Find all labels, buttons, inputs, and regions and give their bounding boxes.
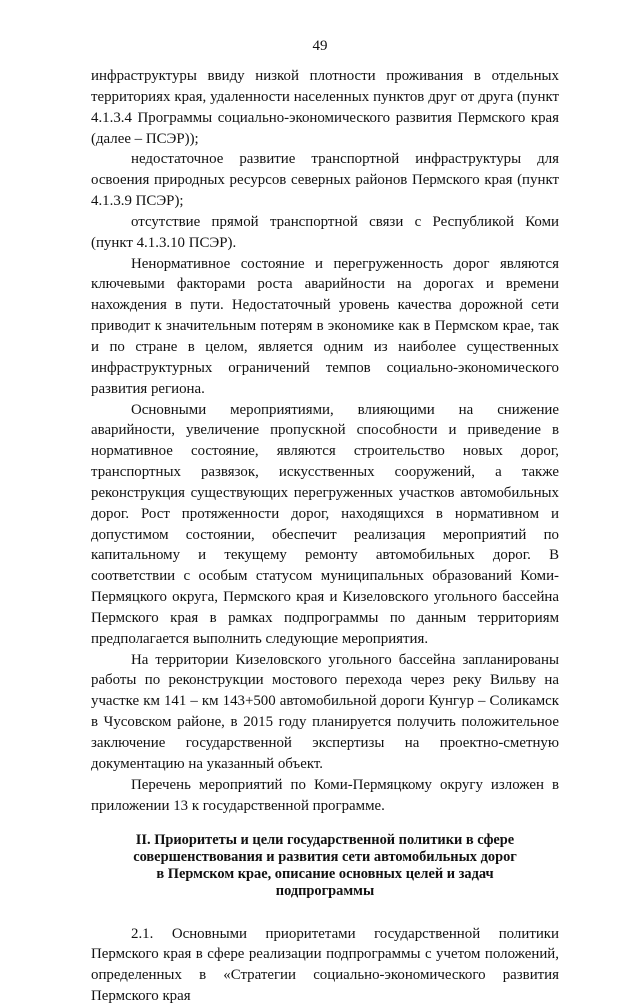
paragraph-resources: недостаточное развитие транспортной инфраструктуры для освоения природных ресурсов северных районов Пермского края (пункт 4.1.3.9 ПСЭР); [91,151,559,210]
paragraph-road-condition: Ненормативное состояние и перегруженность дорог являются ключевыми факторами роста аварийности на дорогах и времени нахождения в пути. Недостаточный уровень качества дорожной сети приводит к значительным потерям в экономике как в Пермском крае, так и по стране в целом, является одним из наиболее существенных инфраструктурных ограничений темпов социально-экономического развития региона. [91,255,559,397]
paragraph-priorities: 2.1. Основными приоритетами государственной политики Пермского края в сфере реализации подпрограммы с учетом положений, определенных в «Стратегии социально-экономического развития Пермского края [91,925,559,1005]
section-heading-line: совершенствования и развития сети автомобильных дорог [133,849,517,866]
paragraph-continuation: инфраструктуры ввиду низкой плотности проживания в отдельных территориях края, удаленности населенных пунктов друг от друга (пункт 4.1.3.4 Программы социально-экономического развития Пермского края (далее – ПСЭР)); [91,68,559,147]
page-number: 49 [312,38,328,54]
page-content [91,66,559,1007]
paragraph-main-measures: Основными мероприятиями, влияющими на снижение аварийности, увеличение пропускной способности и приведение в нормативное состояние, являются строительство новых дорог, транспортных развязок, искусственных сооружений, а также реконструкция существующих перегруженных участков автомобильных дорог. Рост протяженности дорог, находящихся в нормативном и допустимом состоянии, обеспечит реализация мероприятий по капитальному и текущему ремонту автомобильных дорог. В соответствии с особым статусом муниципальных образований Коми-Пермяцкого округа, Пермского края и Кизеловского угольного бассейна Пермского края в рамках подпрограммы по данным территориям предполагается выполнить следующие мероприятия. [91,401,559,647]
paragraph-komi-link: отсутствие прямой транспортной связи с Республикой Коми (пункт 4.1.3.10 ПСЭР). [91,213,559,251]
section-heading-line: II. Приоритеты и цели государственной политики в сфере [135,832,515,849]
section-heading [91,832,559,899]
paragraph-list-reference: Перечень мероприятий по Коми-Пермяцкому округу изложен в приложении 13 к государственной программе. [91,776,559,814]
section-heading-line: подпрограммы [275,882,375,899]
paragraph-kizel-basin: На территории Кизеловского угольного бассейна запланированы работы по реконструкции мостового перехода через реку Вильву на участке км 141 – км 143+500 автомобильной дороги Кунгур – Соликамск в Чусовском районе, в 2015 году планируется получить положительное заключение государственной экспертизы на проектно-сметную документацию на указанный объект. [91,651,559,772]
section-heading-line: в Пермском крае, описание основных целей и задач [156,865,494,882]
